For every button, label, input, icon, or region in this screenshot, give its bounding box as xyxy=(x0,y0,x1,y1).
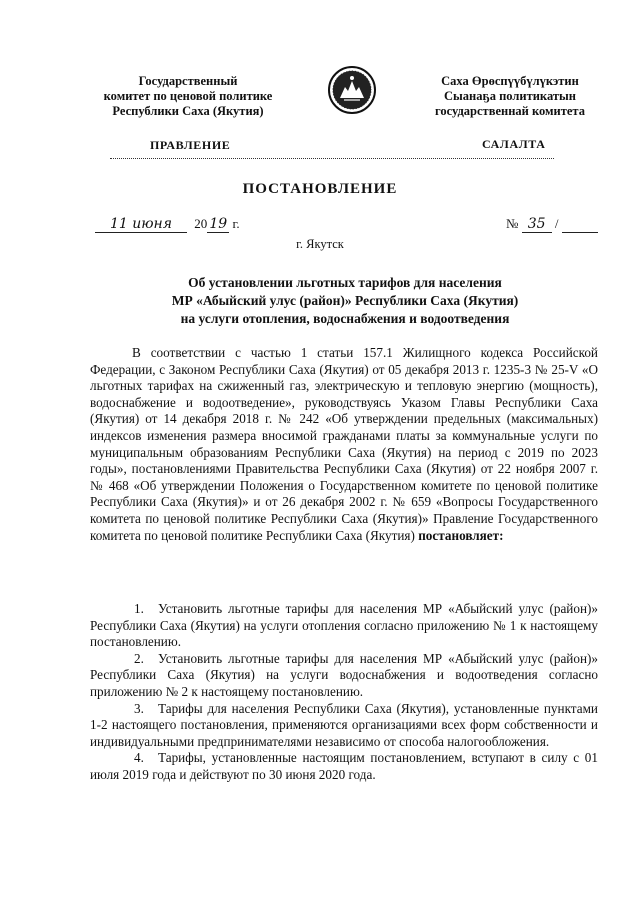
document-city: г. Якутск xyxy=(296,237,344,251)
document-number xyxy=(506,216,598,233)
subject-line: МР «Абыйский улус (район)» Республики Саха (Якутия) xyxy=(171,293,519,308)
resolution-item xyxy=(90,750,598,783)
item-text: Установить льготные тарифы для населения МР «Абыйский улус (район)» Республики Саха (Якутия) на услуги водоснабжения и водоотведения согласно приложению № 2 к настоящему постановлению. xyxy=(90,650,598,699)
item-number: 4. xyxy=(134,750,144,766)
header-right-line: государственнай комитета xyxy=(435,104,585,118)
number-blank xyxy=(562,216,598,233)
item-text: Установить льготные тарифы для населения МР «Абыйский улус (район)» Республики Саха (Якутия) на услуги отопления согласно приложению № 1 к настоящему постановлению. xyxy=(90,601,598,650)
header-right-org xyxy=(410,74,610,119)
resolution-item xyxy=(90,651,598,701)
item-text: Тарифы для населения Республики Саха (Якутия), установленные пунктами 1-2 настоящего постановления, применяются организациями всех форм собственности и индивидуальными предпринимателями независимо от способа налогообложения. xyxy=(90,700,598,749)
coat-of-arms-emblem-icon xyxy=(327,65,377,115)
date-year-suffix: 19 xyxy=(207,216,229,233)
item-text: Тарифы, установленные настоящим постановлением, вступают в силу с 01 июля 2019 года и действуют по 30 июня 2020 года. xyxy=(90,750,598,782)
header-right-line: Сыанаҕа политикатын xyxy=(444,89,576,103)
resolution-item xyxy=(90,701,598,751)
item-number: 3. xyxy=(134,700,144,716)
date-year-prefix: 20 xyxy=(194,216,208,231)
preamble-text: В соответствии с частью 1 статьи 157.1 Жилищного кодекса Российской Федерации, с Законом Республики Саха (Якутия) от 05 декабря 2013 г. 1235-3 № 25-V «О льготных тарифах на сжиженный газ, электрическую и тепловую энергию (мощность), водоснабжение и водоотведение», руководствуясь Указом Главы Республики Саха (Якутия) от 14 декабря 2018 г. № 242 «Об утверждении предельных (максимальных) индексов изменения размера вносимой гражданами платы за коммунальные услуги по муниципальным образованиям Республики Саха (Якутия) на период с 2019 по 2023 годы», постановлениями Правительства Республики Саха (Якутия) от 22 ноября 2007 г. № 468 «Об утверждении Положения о Государственном комитете по ценовой политике Республики Саха (Якутия)» и от 26 декабря 2002 г. № 659 «Вопросы Государственного комитета по ценовой политике Республики Саха (Якутия)» Правление Государственного комитета по ценовой политике Республики Саха (Якутия) xyxy=(90,345,598,543)
header-left-line: комитет по ценовой политике xyxy=(103,89,273,103)
header-left-sub: ПРАВЛЕНИЕ xyxy=(150,138,231,152)
item-number: 1. xyxy=(134,601,144,616)
subject-line: Об установлении льготных тарифов для населения xyxy=(188,275,502,290)
header-right-line: Саха Өрөспүүбүлүкэтин xyxy=(441,74,579,88)
header-right-sub: САЛАЛТА xyxy=(482,137,546,151)
header-left-line: Республики Саха (Якутия) xyxy=(112,104,264,118)
item-number: 2. xyxy=(134,650,144,666)
preamble-paragraph xyxy=(90,345,598,544)
number-prefix: № xyxy=(506,216,519,231)
resolution-items xyxy=(90,601,598,784)
header-divider xyxy=(110,158,554,159)
subject-line: на услуги отопления, водоснабжения и водоотведения xyxy=(180,311,510,326)
header-left-line: Государственный xyxy=(138,74,238,88)
number-value: 35 xyxy=(522,216,552,233)
resolution-item xyxy=(90,601,598,651)
document-subject xyxy=(80,274,610,328)
date-suffix: г. xyxy=(232,216,240,231)
preamble-bold: постановляет: xyxy=(418,527,504,543)
number-separator: / xyxy=(554,216,559,231)
header-left-org xyxy=(88,74,288,119)
document-date xyxy=(95,216,240,233)
date-day-month: 11 июня xyxy=(95,216,187,233)
document-title: ПОСТАНОВЛЕНИЕ xyxy=(242,181,398,197)
